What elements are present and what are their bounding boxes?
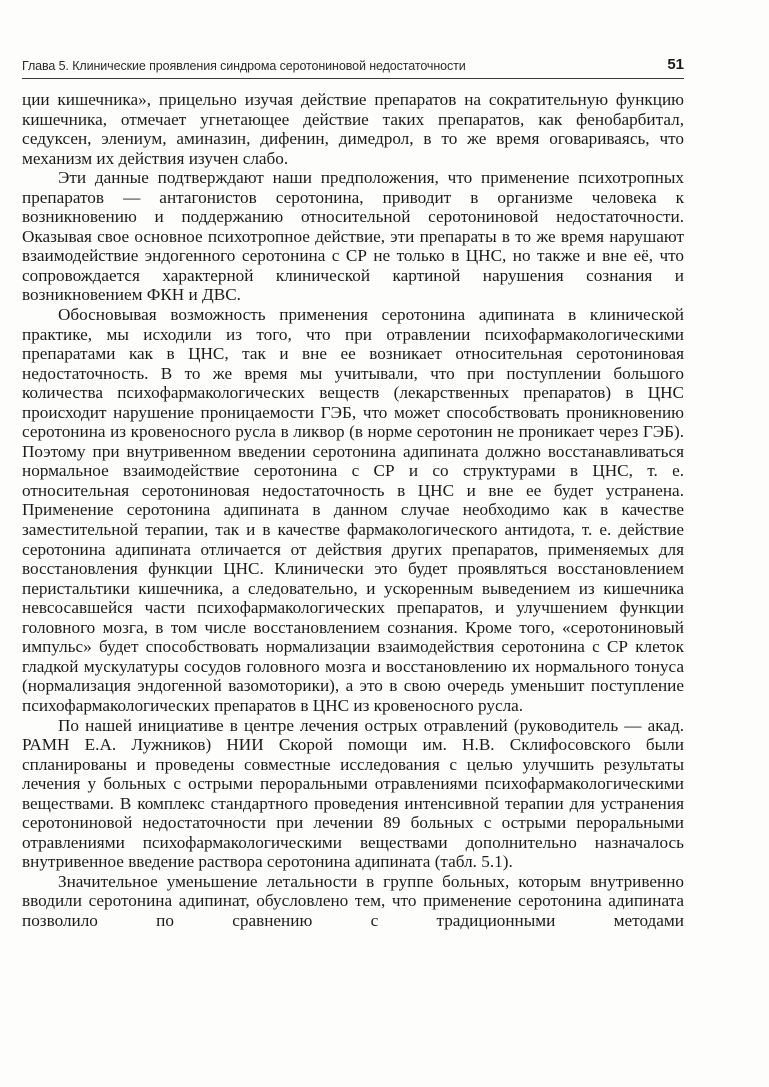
paragraph: По нашей инициативе в центре лечения острых отравлений (руководитель — акад. РАМН Е.А. Лужников) НИИ Скорой помощи им. Н.В. Склифосовского были спланированы и проведены совместные исследования с целью улучшить результаты лечения у больных с острыми пероральными отравлениями психофармакологическими веществами. В комплекс стандартного проведения интенсивной терапии для устранения серотониновой недостаточности при лечении 89 больных с острыми пероральными отравлениями психофармакологическими веществами дополнительно назначалось внутривенное введение раствора серотонина адипината (табл. 5.1). <box>22 715 684 872</box>
chapter-title: Глава 5. Клинические проявления синдрома серотониновой недостаточности <box>22 59 466 73</box>
running-header <box>22 56 684 79</box>
page-number: 51 <box>667 56 684 73</box>
paragraph-continues: Значительное уменьшение летальности в группе больных, которым внутривенно вводили серотонина адипинат, обусловлено тем, что применение серотонина адипината позволило по сравнению с традиционными методами <box>22 871 684 930</box>
paragraph: Эти данные подтверждают наши предположения, что применение психотропных препаратов — антагонистов серотонина, приводит в организме человека к возникновению и поддержанию относительной серотониновой недостаточности. Оказывая свое основное психотропное действие, эти препараты в то же время нарушают взаимодействие эндогенного серотонина с СР не только в ЦНС, но также и вне её, что сопровождается характерной клинической картиной нарушения сознания и возникновением ФКН и ДВС. <box>22 168 684 305</box>
paragraph: Обосновывая возможность применения серотонина адипината в клинической практике, мы исходили из того, что при отравлении психофармакологическими препаратами как в ЦНС, так и вне ее возникает относительная серотониновая недостаточность. В то же время мы учитывали, что при поступлении большого количества психофармакологических веществ (лекарственных препаратов) в ЦНС происходит нарушение проницаемости ГЭБ, что может способствовать проникновению серотонина из кровеносного русла в ликвор (в норме серотонин не проникает через ГЭБ). Поэтому при внутривенном введении серотонина адипината должно восстанавливаться нормальное взаимодействие серотонина с СР и со структурами в ЦНС, т. е. относительная серотониновая недостаточность в ЦНС и вне ее будет устранена. Применение серотонина адипината в данном случае необходимо как в качестве заместительной терапии, так и в качестве фармакологического антидота, т. е. действие серотонина адипината отличается от действия других препаратов, применяемых для восстановления функции ЦНС. Клинически это будет проявляться восстановлением перистальтики кишечника, а следовательно, и ускоренным выведением из кишечника невсосавшейся части психофармакологических препаратов, и улучшением функции головного мозга, в том числе восстановлением сознания. Кроме того, «серотониновый импульс» будет способствовать нормализации взаимодействия серотонина с СР клеток гладкой мускулатуры сосудов головного мозга и восстановлению их нормального тонуса (нормализация эндогенной вазомоторики), а это в свою очередь уменьшит поступление психофармакологических препаратов в ЦНС из кровеносного русла. <box>22 305 684 715</box>
body-text <box>22 90 684 931</box>
paragraph-continued: ции кишечника», прицельно изучая действие препаратов на сократительную функцию кишечника, отмечает угнетающее действие таких препаратов, как фенобарбитал, седуксен, элениум, аминазин, дифенин, димедрол, в то же время оговариваясь, что механизм их действия изучен слабо. <box>22 90 684 168</box>
